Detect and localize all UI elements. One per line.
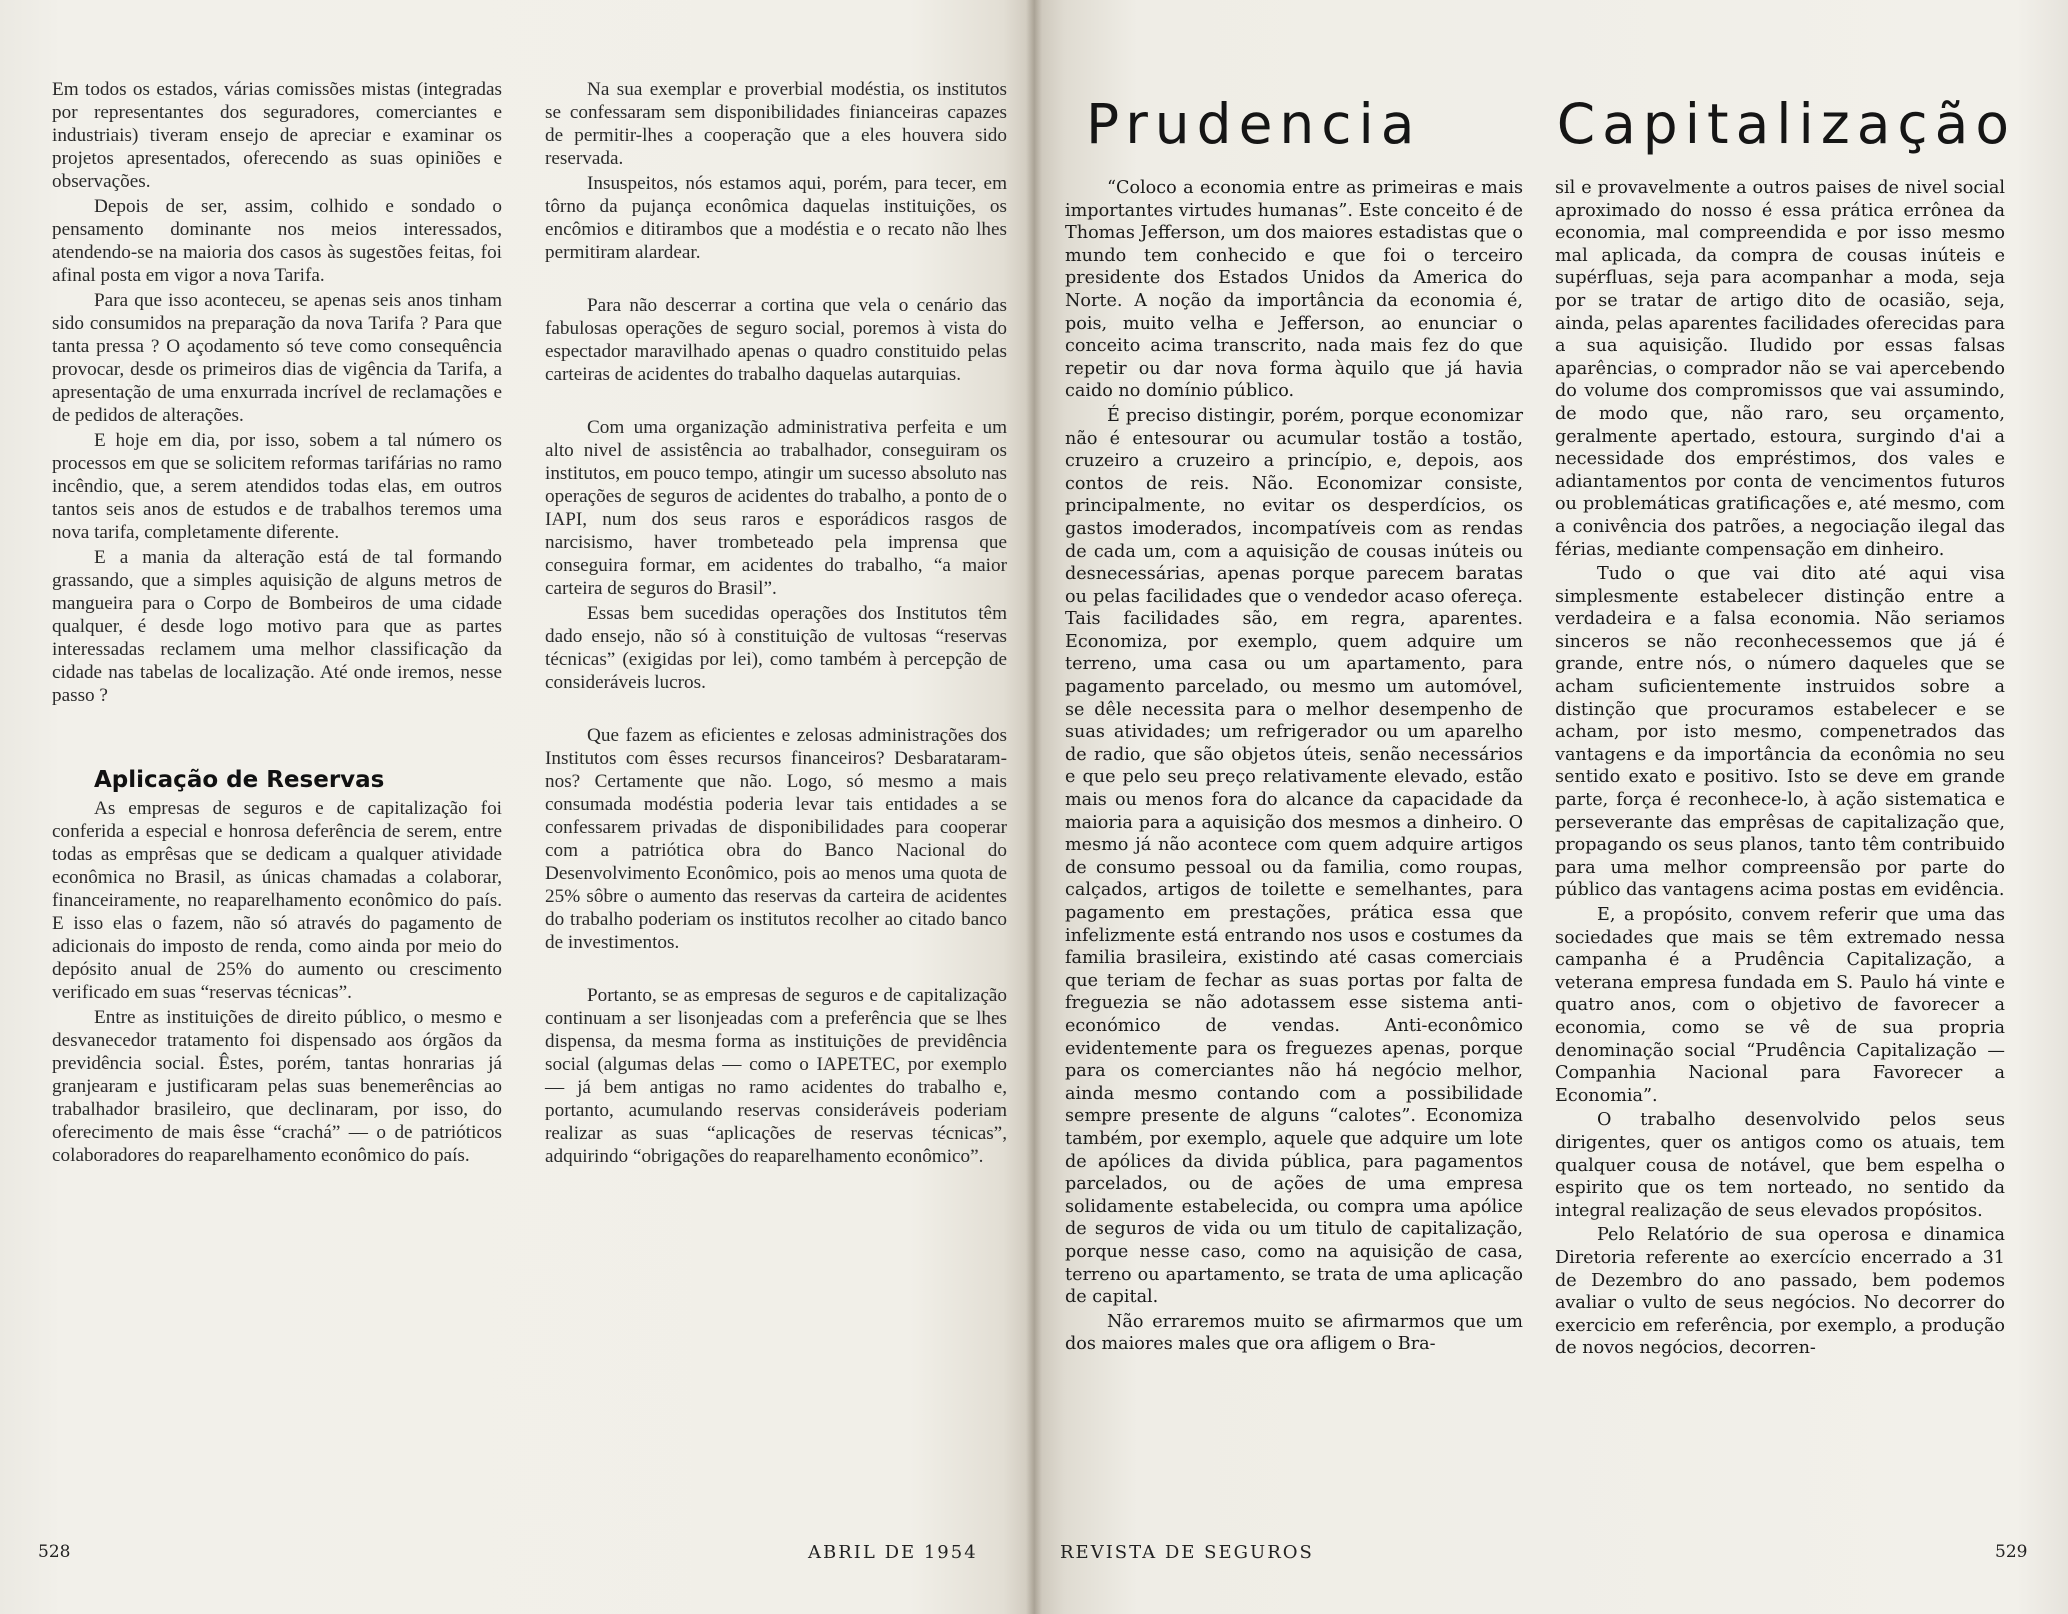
- paragraph: sil e provavelmente a outros paises de nivel social aproximado do nosso é essa prática errônea da economia, mal compreendida e por isso mesmo mal aplicada, da compra de cousas inúteis e supérfluas, seja para acompanhar a moda, seja por se tratar de artigo dito de ocasião, seja, ainda, pelas aparentes facilidades oferecidas para a sua aquisição. Iludido por essas falsas aparências, o comprador não se vai apercebendo do volume dos compromissos que vai assumindo, de modo que, não raro, seu orçamento, geralmente apertado, estoura, surgindo d'ai a necessidade dos empréstimos, dos vales e adiantamentos por conta de vencimentos futuros ou problemáticas gratificações e, até mesmo, com a conivência dos patrões, a negociação ilegal das férias, mediante compensação em dinheiro.: [1555, 178, 2005, 560]
- issue-date: ABRIL DE 1954: [808, 1542, 978, 1563]
- paragraph: Com uma organização administrativa perfeita e um alto nivel de assistência ao trabalhador, conseguiram os institutos, em pouco tempo, atingir um sucesso absoluto nas operações de seguros de acidentes do trabalho, a ponto de o IAPI, num dos seus raros e esporádicos rasgos de narcisismo, haver trombeteado pela imprensa que conseguira formar, em acidentes do trabalho, “a maior carteira de seguros do Brasil”.: [545, 417, 1007, 599]
- paragraph: Não erraremos muito se afirmarmos que um dos maiores males que ora afligem o Bra-: [1065, 1311, 1523, 1355]
- paragraph: E a mania da alteração está de tal formando grassando, que a simples aquisição de alguns metros de mangueira para o Corpo de Bombeiros de uma cidade qualquer, é desde logo motivo para que as partes interessadas reclamem uma melhor classificação da cidade nas tabelas de localização. Até onde iremos, nesse passo ?: [52, 547, 502, 706]
- paragraph: “Coloco a economia entre as primeiras e mais importantes virtudes humanas”. Este conceito é de Thomas Jefferson, um dos maiores estadistas que o mundo tem conhecido e que foi o terceiro presidente dos Estados Unidos da America do Norte. A noção da importância da economia é, pois, muito velha e Jefferson, ao enunciar o conceito acima transcrito, nada mais fez do que repetir ou dar nova forma àquilo que já havia caido no domínio público.: [1065, 178, 1523, 402]
- paragraph-spacer: [545, 954, 1007, 984]
- right-column-2: [1555, 177, 2005, 1360]
- right-column-1: [1065, 177, 1523, 1356]
- right-page: [1034, 0, 2068, 1614]
- paragraph: As empresas de seguros e de capitalização foi conferida a especial e honrosa deferência de serem, entre todas as emprêsas que se dedicam a qualquer atividade econômica no Brasil, as únicas chamadas a colaborar, financeiramente, no reaparelhamento econômico do país. E isso elas o fazem, não só através do pagamento de adicionais do imposto de renda, como ainda por meio do depósito anual de 25% do aumento ou crescimento verificado em suas “reservas técnicas”.: [52, 798, 502, 1003]
- paragraph: Essas bem sucedidas operações dos Institutos têm dado ensejo, não só à constituição de vultosas “reservas técnicas” (exigidas por lei), como também à percepção de consideráveis lucros.: [545, 603, 1007, 693]
- left-column-2: [545, 78, 1007, 1168]
- paragraph: Depois de ser, assim, colhido e sondado o pensamento dominante nos meios interessados, atendendo-se na maioria dos casos às sugestões feitas, foi afinal posta em vigor a nova Tarifa.: [52, 196, 502, 286]
- left-column-1: [52, 78, 502, 1167]
- paragraph: Pelo Relatório de sua operosa e dinamica Diretoria referente ao exercício encerrado a 31 de Dezembro do ano passado, bem podemos avaliar o vulto de seus negócios. No decorrer do exercicio em referência, por exemplo, a produção de novos negócios, decorren-: [1555, 1225, 2005, 1359]
- paragraph: Na sua exemplar e proverbial modéstia, os institutos se confessaram sem disponibilidades finianceiras capazes de permitir-lhes a cooperação que a eles houvera sido reservada.: [545, 79, 1007, 169]
- title-word: Capitalização: [1556, 92, 2016, 156]
- paragraph-spacer: [545, 694, 1007, 724]
- paragraph: Entre as instituições de direito público, o mesmo e desvanecedor tratamento foi dispensado aos órgãos da previdência social. Êstes, porém, tantas honrarias já granjearam e justificaram pelas suas benemerências ao trabalhador brasileiro, que declinaram, por isso, do oferecimento de mais êsse “crachá” — o de patrióticos colaboradores do reaparelhamento econômico do país.: [52, 1007, 502, 1166]
- paragraph: Que fazem as eficientes e zelosas administrações dos Institutos com êsses recursos financeiros? Desbarataram-nos? Certamente que não. Logo, só mesmo a mais consumada modéstia poderia levar tais entidades a se confessarem privadas de disponibilidades para cooperar com a patriótica obra do Banco Nacional do Desenvolvimento Econômico, pois ao menos uma quota de 25% sôbre o aumento das reservas da carteira de acidentes do trabalho poderiam os institutos recolher ao citado banco de investimentos.: [545, 725, 1007, 953]
- magazine-name: REVISTA DE SEGUROS: [1060, 1542, 1314, 1563]
- paragraph-spacer: [545, 386, 1007, 416]
- paragraph: Portanto, se as empresas de seguros e de capitalização continuam a ser lisonjeadas com a preferência que se lhes dispensa, da mesma forma as instituições de previdência social (algumas delas — como o IAPETEC, por exemplo — já bem antigas no ramo acidentes do trabalho e, portanto, acumulando reservas consideráveis poderiam realizar as suas “aplicações de reservas técnicas”, adquirindo “obrigações do reaparelhamento econômico”.: [545, 985, 1007, 1167]
- paragraph: O trabalho desenvolvido pelos seus dirigentes, quer os antigos como os atuais, tem qualquer cousa de notável, que bem espelha o espirito que os tem norteado, no sentido da integral realização de seus elevados propósitos.: [1555, 1110, 2005, 1221]
- section-spacer: [52, 707, 502, 765]
- page-number: 528: [38, 1542, 71, 1562]
- paragraph: Tudo o que vai dito até aqui visa simplesmente estabelecer distinção entre a verdadeira e a falsa economia. Não seriamos sinceros se não reconhecessemos que já é grande, entre nós, o número daqueles que se acham suficientemente instruidos sobre a distinção que procuramos estabelecer e se acham, por isto mesmo, compenetrados das vantagens e da importância da econômia no seu sentido exato e positivo. Isto se deve em grande parte, força é reconhece-lo, à ação sistematica e perseverante das emprêsas de capitalização que, propagando os seus planos, tanto têm contribuido para uma melhor compreensão por parte do público das vantagens acima postas em evidência.: [1555, 564, 2005, 901]
- section-heading: Aplicação de Reservas: [94, 767, 385, 793]
- page-number: 529: [1995, 1542, 2028, 1562]
- book-gutter: [1026, 0, 1042, 1614]
- paragraph: Insuspeitos, nós estamos aqui, porém, para tecer, em tôrno da pujança econômica daquelas instituições, os encômios e ditirambos que a modéstia e o recato não lhes permitiram alardear.: [545, 173, 1007, 263]
- paragraph: Para que isso aconteceu, se apenas seis anos tinham sido consumidos na preparação da nova Tarifa ? Para que tanta pressa ? O açodamento só teve como consequência provocar, desde os primeiros dias de vigência da Tarifa, a apresentação de uma enxurrada incrível de reclamações e de pedidos de alterações.: [52, 290, 502, 426]
- paragraph: E, a propósito, convem referir que uma das sociedades que mais se têm extremado nessa campanha é a Prudência Capitalização, a veterana empresa fundada em S. Paulo há vinte e quatro anos, com o objetivo de favorecer a economia, como se vê de sua propria denominação social “Prudência Capitalização — Companhia Nacional para Favorecer a Economia”.: [1555, 905, 2005, 1106]
- article-title: [1086, 92, 2016, 156]
- paragraph: É preciso distingir, porém, porque economizar não é entesourar ou acumular tostão a tostão, cruzeiro a cruzeiro a princípio, e, depois, aos contos de reis. Não. Economizar consiste, principalmente, no evitar os desperdícios, os gastos imoderados, incompatíveis com as rendas de cada um, com a aquisição de cousas inúteis ou desnecessárias, apenas porque parecem baratas ou pelas facilidades que o vendedor acaso ofereça. Tais facilidades são, em regra, aparentes. Economiza, por exemplo, quem adquire um terreno, uma casa ou um apartamento, para pagamento parcelado, ou mesmo um automóvel, se dêle necessita para o melhor desempenho de suas atividades; um refrigerador ou um aparelho de radio, que são objetos úteis, senão necessários e que pelo seu preço relativamente elevado, estão mais ou menos fora do alcance da capacidade da maioria para a aquisição dos mesmos a dinheiro. O mesmo já não acontece com quem adquire artigos de consumo pessoal ou da familia, como roupas, calçados, artigos de toilette e semelhantes, para pagamento em prestações, prática essa que infelizmente está entrando nos usos e costumes da familia brasileira, existindo até casas comerciais que teriam de fechar as suas portas por falta de freguezia se não adotassem esse sistema anti-económico de vendas. Anti-econômico evidentemente para os freguezes apenas, porque para os comerciantes não há negócio melhor, ainda mesmo contando com a possibilidade sempre presente de alguns “calotes”. Economiza também, por exemplo, aquele que adquire um lote de apólices da divida pública, para pagamentos parcelados, ou de ações de uma empresa solidamente estabelecida, ou compra uma apólice de seguros de vida ou um titulo de capitalização, porque nesse caso, como na aquisição de casa, terreno ou apartamento, se trata de uma aplicação de capital.: [1065, 405, 1523, 1308]
- paragraph: Em todos os estados, várias comissões mistas (integradas por representantes dos seguradores, comerciantes e industriais) tiveram ensejo de apreciar e examinar os projetos apresentados, oferecendo as suas opiniões e observações.: [52, 79, 502, 192]
- title-word: Prudencia: [1086, 92, 1422, 156]
- paragraph-spacer: [545, 264, 1007, 294]
- paragraph: E hoje em dia, por isso, sobem a tal número os processos em que se solicitem reformas tarifárias no ramo incêndio, que, a serem atendidos todas elas, em outros tantos seis anos de estudos e de trabalhos teremos uma nova tarifa, completamente diferente.: [52, 430, 502, 543]
- paragraph: Para não descerrar a cortina que vela o cenário das fabulosas operações de seguro social, poremos à vista do espectador maravilhado apenas o quadro constituido pelas carteiras de acidentes do trabalho daquelas autarquias.: [545, 295, 1007, 385]
